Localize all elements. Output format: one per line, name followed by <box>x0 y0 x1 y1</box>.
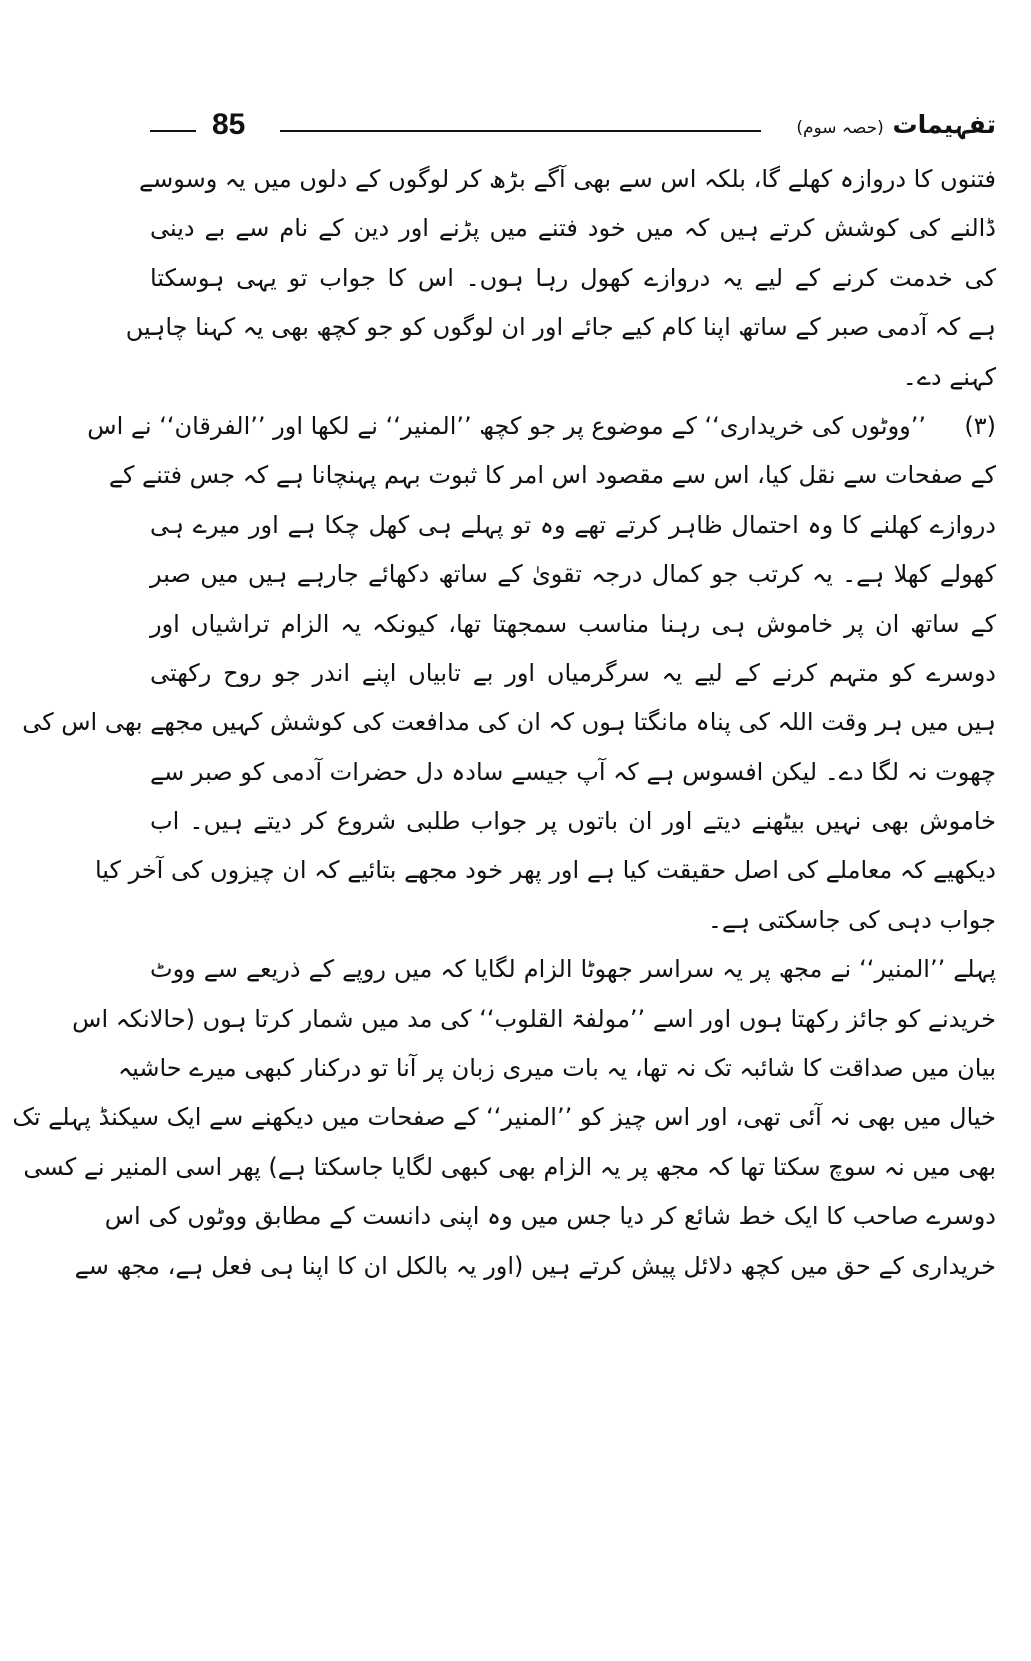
header-rule-short <box>150 130 196 132</box>
text-line: چھوت نہ لگا دے۔ لیکن افسوس ہے کہ آپ جیسے سادہ دل حضرات آدمی کو صبر سے <box>150 757 996 786</box>
book-title <box>796 110 996 139</box>
page-number: 85 <box>212 108 246 141</box>
text-line: دیکھیے کہ معاملے کی اصل حقیقت کیا ہے اور پھر خود مجھے بتائیے کہ ان چیزوں کی آخر کیا <box>94 856 996 885</box>
text-line: خریداری کے حق میں کچھ دلائل پیش کرتے ہیں (اور یہ بالکل ان کا اپنا ہی فعل ہے، مجھ سے <box>74 1251 996 1280</box>
text-line: بھی میں نہ سوچ سکتا تھا کہ مجھ پر یہ الزام بھی کبھی لگایا جاسکتا ہے) پھر اسی المنیر نے کسی <box>23 1152 996 1181</box>
running-header <box>150 108 996 148</box>
text-line: کے ساتھ ان پر خاموش ہی رہنا مناسب سمجھتا تھا، کیونکہ یہ الزام تراشیاں اور <box>150 609 996 638</box>
book-title-text: تفہیمات <box>892 110 996 139</box>
text-line: پہلے ’’المنیر‘‘ نے مجھ پر یہ سراسر جھوٹا الزام لگایا کہ میں روپے کے ذریعے سے ووٹ <box>150 955 996 984</box>
text-line: کھولے کھلا ہے۔ یہ کرتب جو کمال درجہ تقویٰ کے ساتھ دکھائے جارہے ہیں میں صبر <box>150 560 996 589</box>
text-line: بیان میں صداقت کا شائبہ تک نہ تھا، یہ بات میری زبان پر آنا تو درکنار کبھی میرے حاشیہ <box>118 1054 996 1083</box>
text-line: کی خدمت کرنے کے لیے یہ دروازے کھول رہا ہوں۔ اس کا جواب تو یہی ہوسکتا <box>150 263 996 292</box>
text-line: کے صفحات سے نقل کیا، اس سے مقصود اس امر کا ثبوت بہم پہنچانا ہے کہ جس فتنے کے <box>108 461 996 490</box>
text-line: دوسرے کو متہم کرنے کے لیے یہ سرگرمیاں اور بے تابیاں اپنے اندر جو روح رکھتی <box>150 658 996 687</box>
header-rule-long <box>280 130 761 132</box>
text-line: فتنوں کا دروازہ کھلے گا، بلکہ اس سے بھی آگے بڑھ کر لوگوں کے دلوں میں یہ وسوسے <box>139 165 996 193</box>
text-line: دروازے کھلنے کا وہ احتمال ظاہر کرتے تھے وہ تو پہلے ہی کھل چکا ہے اور میرے ہی <box>150 510 996 539</box>
text-line: خاموش بھی نہیں بیٹھنے دیتے اور ان باتوں پر جواب طلبی شروع کر دیتے ہیں۔ اب <box>150 807 996 836</box>
item-number: (۳) <box>964 411 996 440</box>
text-line: جواب دہی کی جاسکتی ہے۔ <box>707 905 996 934</box>
book-part-label: (حصہ سوم) <box>796 118 884 138</box>
text-line: ہیں میں ہر وقت اللہ کی پناہ مانگتا ہوں کہ ان کی مدافعت کی کوشش کہیں مجھے بھی اس کی <box>22 708 996 737</box>
text-line: دوسرے صاحب کا ایک خط شائع کر دیا جس میں وہ اپنی دانست کے مطابق ووٹوں کی اس <box>104 1202 996 1231</box>
text-line: ڈالنے کی کوشش کرتے ہیں کہ میں خود فتنے میں پڑنے اور دین کے نام سے بے دینی <box>150 214 996 243</box>
text-line: خیال میں بھی نہ آئی تھی، اور اس چیز کو ’’المنیر‘‘ کے صفحات میں دیکھنے سے ایک سیکنڈ پہلے تک <box>12 1103 996 1132</box>
body-text <box>12 155 996 1291</box>
text-line: ہے کہ آدمی صبر کے ساتھ اپنا کام کیے جائے اور ان لوگوں کو جو کچھ بھی یہ کہنا چاہیں <box>125 313 996 342</box>
text-line: کہنے دے۔ <box>902 362 996 391</box>
text-line: خریدنے کو جائز رکھتا ہوں اور اسے ’’مولفۃ القلوب‘‘ کی مد میں شمار کرتا ہوں (حالانکہ اس <box>72 1004 996 1033</box>
text-line: ’’ووٹوں کی خریداری‘‘ کے موضوع پر جو کچھ ’’المنیر‘‘ نے لکھا اور ’’الفرقان‘‘ نے اس <box>87 411 926 440</box>
